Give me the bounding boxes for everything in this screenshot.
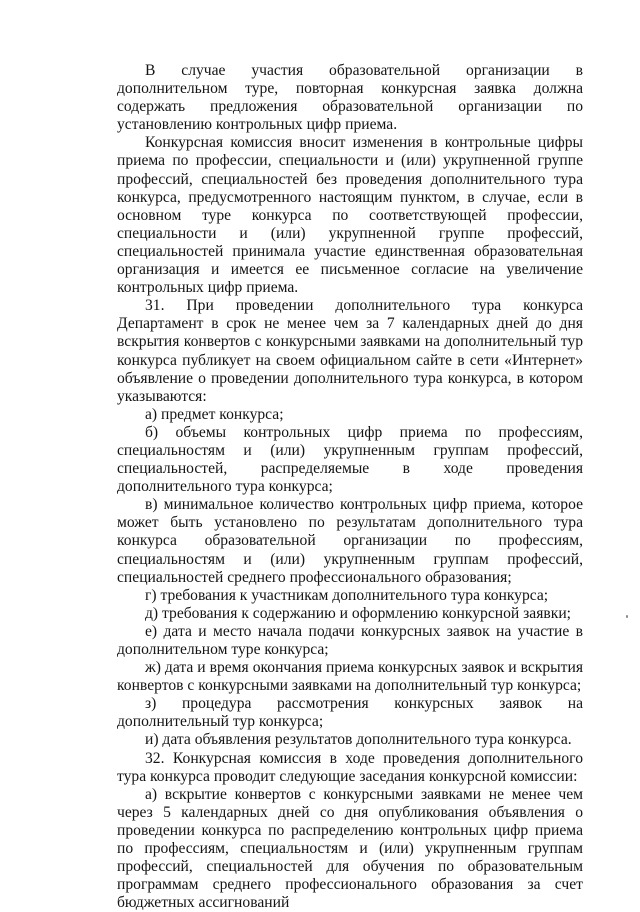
document-body: [117, 62, 583, 912]
list-item-e: е) дата и место начала подачи конкурсных заявок на участие в дополнительном туре конкурса;: [117, 622, 583, 658]
list-item-b: б) объемы контрольных цифр приема по профессиям, специальностям и (или) укрупненным группам профессий, специальностей, распределяемые в ходе проведения дополнительного тура конкурса;: [117, 423, 583, 496]
list-item-d: д) требования к содержанию и оформлению конкурсной заявки;: [145, 604, 572, 622]
paragraph-clause-32: 32. Конкурсная комиссия в ходе проведения дополнительного тура конкурса проводит следующие заседания конкурсной комиссии:: [117, 749, 583, 785]
paragraph-commission-changes: Конкурсная комиссия вносит изменения в контрольные цифры приема по профессии, специальности и (или) укрупненной группе профессий, специальностей без проведения дополнительного тура конкурса, предусмотренного настоящим пунктом, в случае, если в основном туре конкурса по соответствующей профессии, специальности и (или) укрупненной группе профессий, специальностей принимала участие единственная образовательная организация и имеется ее письменное согласие на увеличение контрольных цифр приема.: [117, 134, 583, 297]
list-item-a: а) предмет конкурса;: [145, 405, 284, 423]
list-item-a-envelopes: а) вскрытие конвертов с конкурсными заявками не менее чем через 5 календарных дней со дня опубликования объявления о проведении конкурса по распределению контрольных цифр приема по профессиям, специальностям и (или) укрупненным группам профессий, специальностей для обучения по образовательным программам среднего профессионального образования за счет бюджетных ассигнований: [117, 785, 583, 912]
paragraph-additional-round-bid: В случае участия образовательной организации в дополнительном туре, повторная конкурсная заявка должна содержать предложения образовательной организации по установлению контрольных цифр приема.: [117, 62, 583, 134]
list-item-i: и) дата объявления результатов дополнительного тура конкурса.: [145, 731, 572, 749]
list-item-zh: ж) дата и время окончания приема конкурсных заявок и вскрытия конвертов с конкурсными заявками на дополнительный тур конкурса;: [117, 659, 583, 695]
list-item-z: з) процедура рассмотрения конкурсных заявок на дополнительный тур конкурса;: [117, 695, 583, 731]
scan-speck: [626, 615, 628, 618]
list-item-g: г) требования к участникам дополнительного тура конкурса;: [145, 586, 549, 604]
paragraph-clause-31: 31. При проведении дополнительного тура конкурса Департамент в срок не менее чем за 7 календарных дней до дня вскрытия конвертов с конкурсными заявками на дополнительный тур конкурса публикует на своем официальном сайте в сети «Интернет» объявление о проведении дополнительного тура конкурса, в котором указываются:: [117, 297, 583, 405]
list-item-v: в) минимальное количество контрольных цифр приема, которое может быть установлено по результатам дополнительного тура конкурса образовательной организации по профессиям, специальностям и (или) укрупненным группам профессий, специальностей среднего профессионального образования;: [117, 496, 583, 586]
